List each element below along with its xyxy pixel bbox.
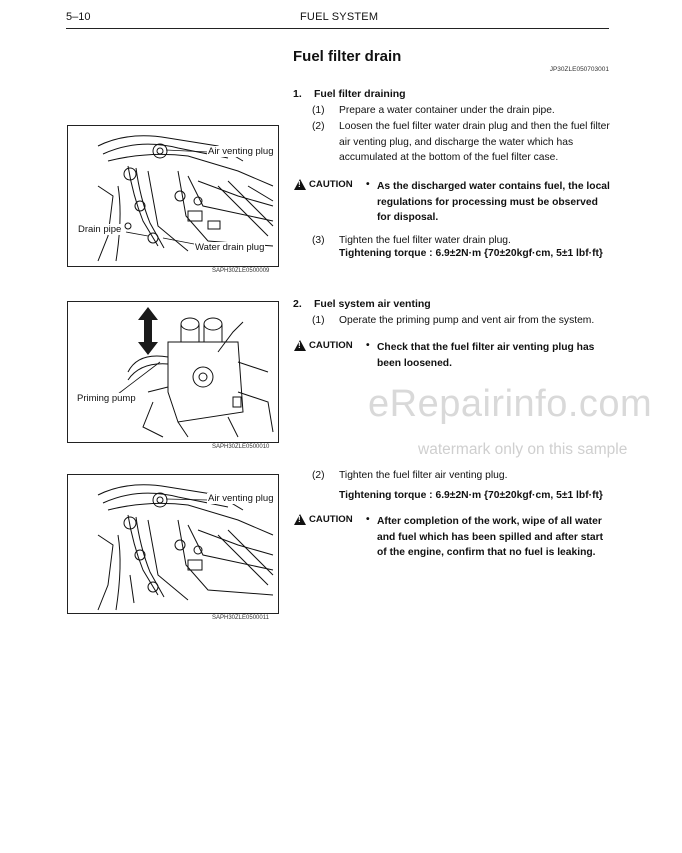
label-water-drain-plug: Water drain plug — [195, 242, 265, 253]
figure-1-fuel-filter-drain — [67, 125, 279, 267]
item-text: Prepare a water container under the drain pipe. — [339, 105, 555, 116]
caution-text: After completion of the work, wipe of all water and fuel which has been spilled and after start of the engine, confirm that no fuel is leaking. — [377, 516, 604, 558]
item-text: Tighten the fuel filter water drain plug. — [339, 235, 511, 246]
label-priming-pump: Priming pump — [77, 393, 136, 404]
step-2-item-2 — [312, 468, 612, 484]
label-air-venting-plug: Air venting plug — [208, 146, 274, 157]
caution-text: As the discharged water contains fuel, the local regulations for processing must be observed for disposal. — [377, 181, 610, 223]
section-title: Fuel filter drain — [293, 48, 402, 65]
torque-spec-2: Tightening torque : 6.9±2N·m {70±20kgf·cm, 5±1 lbf·ft} — [339, 490, 603, 501]
label-drain-pipe: Drain pipe — [78, 224, 122, 235]
item-text: Tighten the fuel filter air venting plug. — [339, 470, 508, 481]
warning-triangle-icon — [294, 179, 306, 190]
caution-label — [294, 179, 353, 190]
step-1-item-1 — [312, 103, 612, 119]
figure-3-code: SAPH30ZLE0500011 — [212, 615, 269, 621]
chapter-title: FUEL SYSTEM — [300, 11, 379, 23]
item-number: (1) — [312, 315, 325, 326]
step-2-item-1 — [312, 313, 612, 329]
caution-label — [294, 514, 353, 525]
step-1-heading — [293, 88, 406, 100]
watermark: eRepairinfo.com — [368, 383, 653, 425]
watermark-subtitle: watermark only on this sample — [418, 441, 628, 458]
step-1-item-3 — [312, 233, 612, 249]
step-1-title: Fuel filter draining — [314, 88, 406, 100]
bullet: • — [366, 340, 370, 351]
step-1-item-2 — [312, 119, 612, 166]
caution-text: Check that the fuel filter air venting plug has been loosened. — [377, 342, 595, 369]
figure-2-priming-pump — [67, 301, 279, 443]
caution-text-label: CAUTION — [309, 179, 353, 190]
engine-illustration-2 — [68, 302, 278, 442]
warning-triangle-icon — [294, 340, 306, 351]
caution-3 — [294, 514, 614, 561]
warning-triangle-icon — [294, 514, 306, 525]
up-down-arrow-icon — [138, 307, 158, 355]
figure-1-code: SAPH30ZLE0500009 — [212, 268, 270, 274]
caution-1 — [294, 179, 614, 226]
caution-2 — [294, 340, 614, 371]
caution-text-label: CAUTION — [309, 340, 353, 351]
caution-text-label: CAUTION — [309, 514, 353, 525]
item-number: (3) — [312, 235, 325, 246]
step-2-number: 2. — [293, 298, 302, 310]
figure-2-code: SAPH30ZLE0500010 — [212, 444, 270, 450]
item-number: (1) — [312, 105, 325, 116]
page-number: 5–10 — [66, 11, 91, 23]
item-text: Operate the priming pump and vent air from the system. — [339, 315, 595, 326]
item-text: Loosen the fuel filter water drain plug and then the fuel filter air venting plug, and discharge the water which has accumulated at the bottom of the fuel filter case. — [339, 121, 610, 163]
step-1-number: 1. — [293, 88, 302, 100]
figure-3-air-venting-plug — [67, 474, 279, 614]
step-2-title: Fuel system air venting — [314, 298, 431, 310]
caution-label — [294, 340, 353, 351]
item-number: (2) — [312, 470, 325, 481]
bullet: • — [366, 514, 370, 525]
bullet: • — [366, 179, 370, 190]
label-air-venting-plug: Air venting plug — [208, 493, 274, 504]
item-number: (2) — [312, 121, 325, 132]
torque-spec-1: Tightening torque : 6.9±2N·m {70±20kgf·cm, 5±1 lbf·ft} — [339, 248, 603, 259]
header-divider — [66, 28, 609, 29]
section-code: JP30ZLE050703001 — [549, 66, 609, 73]
step-2-heading — [293, 298, 431, 310]
